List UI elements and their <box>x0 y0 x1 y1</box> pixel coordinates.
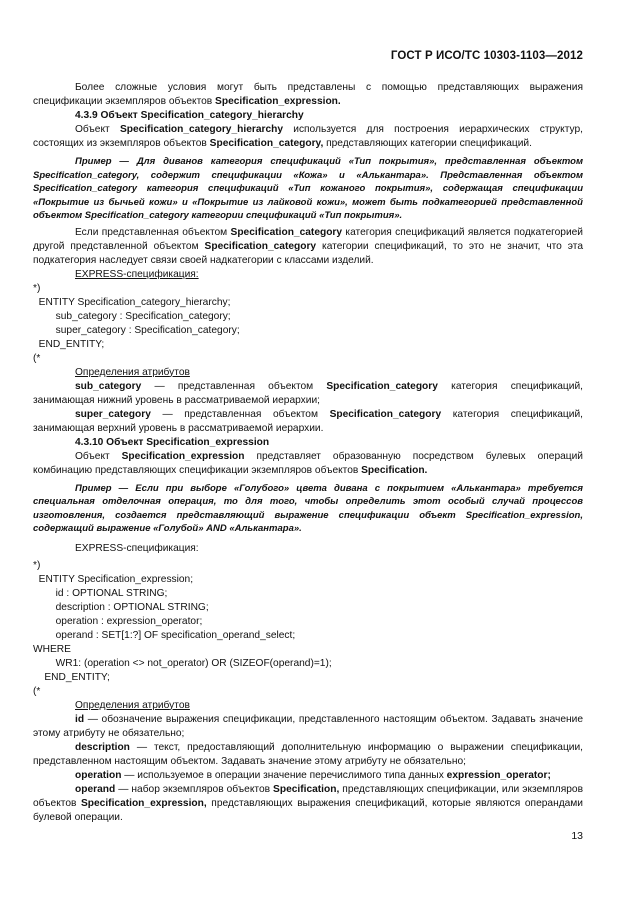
page-number: 13 <box>571 830 583 842</box>
attr-description: description — текст, предоставляющий дополнительную информацию о выражении спецификации, представленном настоящим объектом. Задавать значение этому атрибуту не обязательно; <box>33 741 583 767</box>
attr-super-category: super_category — представленная объектом Specification_category категория спецификаций, занимающая верхний уровень в рассматриваемой иерархии. <box>33 408 583 434</box>
section-heading-4-3-9: 4.3.9 Объект Specification_category_hierarchy <box>75 110 304 121</box>
code-line: super_category : Specification_category; <box>33 324 240 336</box>
code-line: WHERE <box>33 643 71 655</box>
code-line: ENTITY Specification_category_hierarchy; <box>33 296 231 308</box>
code-line: operand : SET[1:?] OF specification_operand_select; <box>33 629 296 641</box>
paragraph-hierarchy: Объект Specification_category_hierarchy используется для построения иерархических структур, состоящих из экземпляров объектов Specification_category, представляющих категории спецификаций. <box>33 124 583 149</box>
code-line: sub_category : Specification_category; <box>33 310 231 322</box>
code-line: (* <box>33 352 41 364</box>
express-code-1 <box>33 282 583 366</box>
attributes-label-1: Определения атрибутов <box>75 366 190 378</box>
attributes-label-2: Определения атрибутов <box>75 699 190 711</box>
express-label-2: EXPRESS-спецификация: <box>75 542 199 554</box>
paragraph-subcategory: Если представленная объектом Specification_category категория спецификаций является подкатегорией другой представленной объектом Specification_category категории спецификаций, то это не значит, что эта подкатегория наследует связи своей надкатегории с классами изделий. <box>33 226 584 266</box>
example-blue-alcantara: Пример — Если при выборе «Голубого» цвета дивана с покрытием «Алькантара» требуется специальная отделочная операция, то для того, чтобы определить этот особый случай процессов изготовления, создается представляющий выражение спецификации объект Specification_expression, содержащий выражение «Голубой» AND «Алькантара». <box>33 482 583 534</box>
code-line: (* <box>33 685 41 697</box>
code-line: *) <box>33 559 41 571</box>
attr-operation: operation — используемое в операции значение перечислимого типа данных expression_operator; <box>75 769 551 781</box>
attr-sub-category: sub_category — представленная объектом Specification_category категория спецификаций, занимающая нижний уровень в рассматриваемой иерархии; <box>33 380 583 406</box>
attr-operand: operand — набор экземпляров объектов Specification, представляющих спецификации, или экземпляров объектов Specification_expression, представляющих выражения спецификаций, которые являются операндами булевой операции. <box>33 783 583 823</box>
paragraph-expression: Объект Specification_expression представляет образованную посредством булевых операций комбинацию представляющих спецификации экземпляров объектов Specification. <box>33 450 583 476</box>
code-line: *) <box>33 282 41 294</box>
code-line: id : OPTIONAL STRING; <box>33 587 168 599</box>
express-code-2 <box>33 559 583 699</box>
code-line: description : OPTIONAL STRING; <box>33 601 209 613</box>
code-line: ENTITY Specification_expression; <box>33 573 194 585</box>
express-label-1: EXPRESS-спецификация: <box>75 268 199 280</box>
code-line: operation : expression_operator; <box>33 615 203 627</box>
section-heading-4-3-10: 4.3.10 Объект Specification_expression <box>75 436 270 448</box>
code-line: END_ENTITY; <box>33 671 110 683</box>
paragraph-intro: Более сложные условия могут быть представлены с помощью представляющих выражения спецификации экземпляров объектов Specification_expression. <box>33 82 583 107</box>
code-line: END_ENTITY; <box>33 338 105 350</box>
attr-id: id — обозначение выражения спецификации, представленного настоящим объектом. Задавать значение этому атрибуту не обязательно; <box>33 713 583 739</box>
code-line: WR1: (operation <> not_operator) OR (SIZEOF(operand)=1); <box>33 657 332 669</box>
page-content <box>33 81 583 825</box>
standard-header: ГОСТ Р ИСО/ТС 10303-1103—2012 <box>390 50 583 62</box>
example-sofa-categories: Пример — Для диванов категория спецификаций «Тип покрытия», представленная объектом Specification_category, содержит спецификации «Кожа» и «Алькантара». Представленная объектом Specification_category категория спецификаций «Тип кожаного покрытия», содержащая спецификации «Покрытие из бычьей кожи» и «Покрытие из лайковой кожи», может быть подкатегорией представленной объектом Specification_category категории спецификаций «Тип покрытия». <box>33 156 583 221</box>
